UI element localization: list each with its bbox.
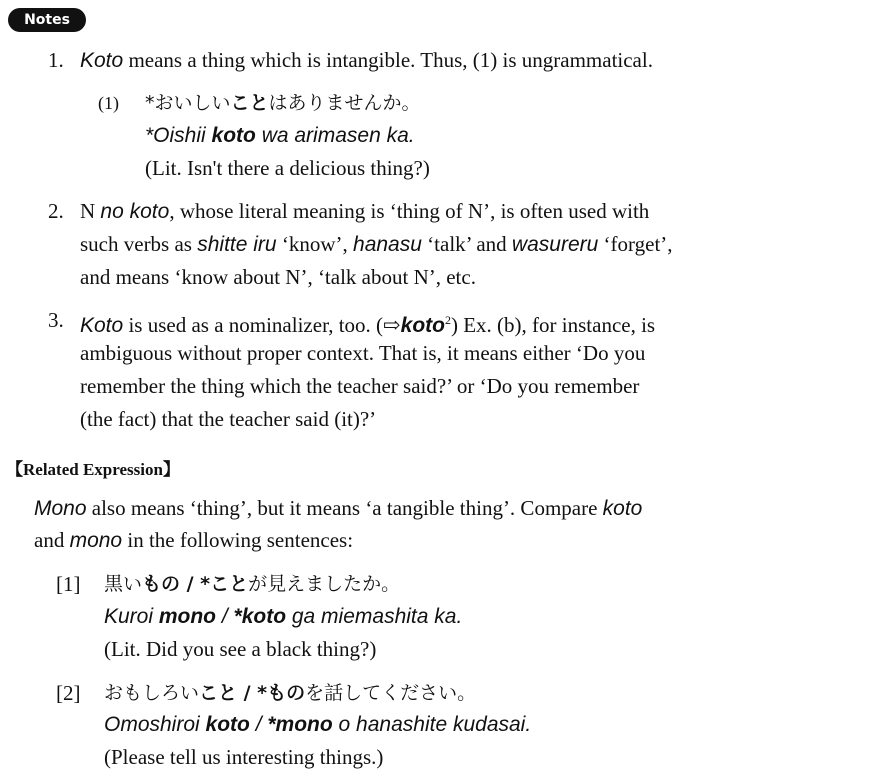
related-example-2-literal: (Please tell us interesting things.) bbox=[104, 745, 384, 769]
note-2-line-2: such verbs as shitte iru ‘know’, hanasu ‘talk’ and wasureru ‘forget’, bbox=[80, 232, 673, 256]
term-koto: Koto bbox=[80, 49, 124, 72]
related-example-1-romaji: Kuroi mono / *koto ga miemashita ka. bbox=[104, 605, 463, 628]
example-1-label: (1) bbox=[98, 93, 119, 113]
note-3-line-3: remember the thing which the teacher said?’ or ‘Do you remember bbox=[80, 374, 640, 398]
note-3-line-1: Koto is used as a nominalizer, too. (⇨koto$^2$) Ex. (b), for instance, is bbox=[80, 313, 656, 337]
note-2-line-3: and means ‘know about N’, ‘talk about N’, etc. bbox=[80, 265, 476, 289]
related-paragraph-line-1: Mono also means ‘thing’, but it means ‘a tangible thing’. Compare koto bbox=[34, 496, 643, 520]
note-3-line-2: ambiguous without proper context. That is, it means either ‘Do you bbox=[80, 341, 646, 365]
notes-badge: Notes bbox=[8, 8, 86, 32]
example-1-literal: (Lit. Isn't there a delicious thing?) bbox=[145, 156, 430, 180]
note-2-line-1: N no koto, whose literal meaning is ‘thing of N’, is often used with bbox=[80, 199, 650, 223]
note-2-number: 2. bbox=[48, 199, 64, 223]
cross-reference-koto: koto bbox=[400, 314, 445, 337]
related-expression-heading: 【Related Expression】 bbox=[6, 460, 180, 479]
example-1-romaji: *Oishii koto wa arimasen ka. bbox=[145, 124, 415, 147]
note-3-number: 3. bbox=[48, 308, 64, 332]
related-example-1-japanese: 黒いもの / *ことが見えましたか。 bbox=[104, 573, 401, 595]
related-example-2-label: [2] bbox=[56, 681, 81, 705]
note-1-text: Koto means a thing which is intangible. Thus, (1) is ungrammatical. bbox=[80, 48, 653, 72]
related-example-2-japanese: おもしろいこと / *ものを話してください。 bbox=[104, 682, 477, 704]
example-1-japanese: *おいしいことはありませんか。 bbox=[145, 92, 421, 114]
related-paragraph-line-2: and mono in the following sentences: bbox=[34, 528, 354, 552]
note-3-line-4: (the fact) that the teacher said (it)?’ bbox=[80, 407, 377, 431]
related-example-1-literal: (Lit. Did you see a black thing?) bbox=[104, 637, 377, 661]
related-example-2-romaji: Omoshiroi koto / *mono o hanashite kudasai. bbox=[104, 713, 532, 736]
related-example-1-label: [1] bbox=[56, 572, 81, 596]
note-1-number: 1. bbox=[48, 48, 64, 72]
